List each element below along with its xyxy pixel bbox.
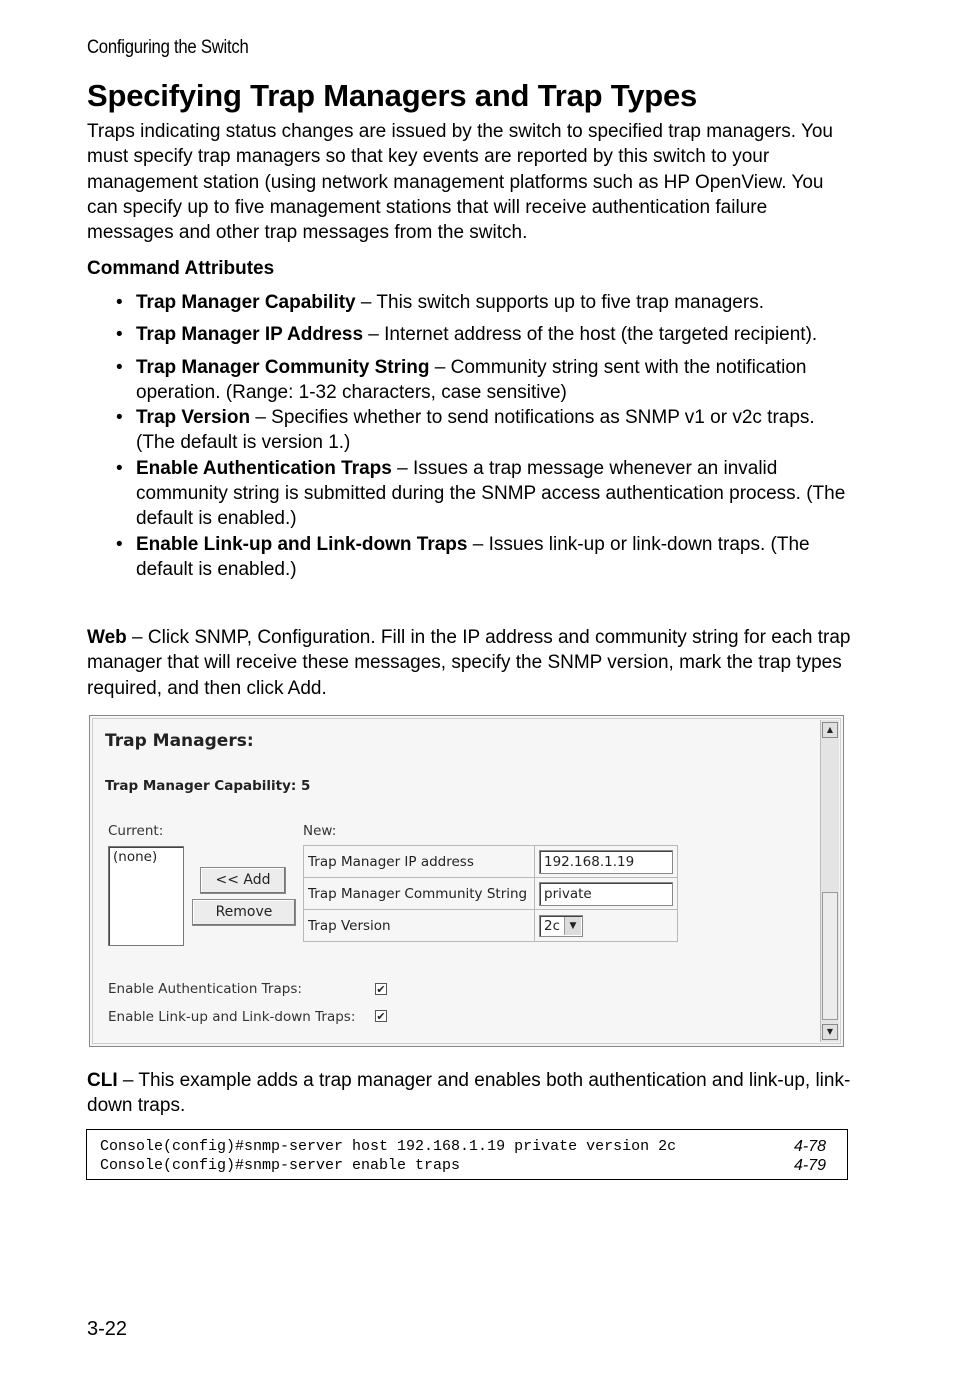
ip-cell: [535, 846, 678, 878]
running-head: Configuring the Switch: [87, 37, 249, 58]
current-label: Current:: [108, 823, 164, 839]
cli-paragraph: [87, 1068, 857, 1119]
ip-row: [304, 846, 678, 878]
attribute-desc: – Community string sent with the notification operation. (Range: 1-32 characters, case sensitive): [136, 356, 807, 403]
attribute-desc: – Issues a trap message whenever an invalid community string is submitted during the SNMP access authentication process. (The default is enabled.): [136, 457, 846, 530]
code-page-ref: 4-79: [794, 1157, 827, 1174]
checkmark-icon: ✔: [376, 1010, 386, 1023]
cli-code-box: [86, 1129, 848, 1180]
web-paragraph: [87, 625, 857, 701]
ip-label: Trap Manager IP address: [304, 846, 535, 878]
scroll-down-icon[interactable]: ▼: [822, 1024, 838, 1040]
current-list-item[interactable]: (none): [113, 849, 158, 865]
attribute-item: • Trap Manager IP Address – Internet address of the host (the targeted recipient).: [116, 324, 818, 346]
trap-version-select[interactable]: [539, 915, 583, 937]
community-string-input[interactable]: private: [539, 882, 673, 906]
panel-title: Trap Managers:: [105, 731, 254, 751]
link-traps-checkbox[interactable]: [375, 1010, 387, 1022]
web-lead: Web: [87, 627, 127, 648]
page-number: 3-22: [87, 1318, 128, 1340]
vertical-scrollbar[interactable]: [820, 720, 839, 1042]
attribute-term: Enable Authentication Traps: [136, 457, 392, 479]
command-attributes-heading: Command Attributes: [87, 258, 275, 279]
version-label: Trap Version: [304, 910, 535, 942]
attribute-term: Trap Version: [136, 407, 251, 429]
attribute-desc: – Specifies whether to send notifications as SNMP v1 or v2c traps. (The default is version 1.): [136, 407, 815, 454]
code-page-ref: 4-78: [794, 1138, 827, 1155]
current-managers-list[interactable]: [108, 846, 184, 946]
chevron-down-icon[interactable]: ▼: [564, 917, 581, 935]
attribute-desc: – Internet address of the host (the targeted recipient).: [363, 324, 818, 346]
code-line: [100, 1137, 847, 1156]
trap-version-value: 2c: [544, 917, 561, 934]
attribute-list: [116, 290, 856, 582]
community-label: Trap Manager Community String: [304, 878, 535, 910]
attribute-item: • Enable Link-up and Link-down Traps – Issues link-up or link-down traps. (The default is enabled.): [116, 533, 810, 580]
attribute-term: Enable Link-up and Link-down Traps: [136, 533, 468, 555]
link-traps-label: Enable Link-up and Link-down Traps:: [108, 1009, 356, 1025]
new-manager-form: [303, 845, 678, 942]
code-line: [100, 1156, 847, 1175]
attribute-term: Trap Manager IP Address: [136, 324, 364, 346]
remove-button[interactable]: Remove: [192, 899, 296, 926]
page-title: Specifying Trap Managers and Trap Types: [87, 78, 698, 113]
attribute-item: • Trap Manager Community String – Community string sent with the notification operation. (Range: 1-32 characters, case sensitive): [116, 356, 807, 403]
scroll-up-icon[interactable]: ▲: [822, 722, 838, 738]
code-command: Console(config)#snmp-server host 192.168.1.19 private version 2c: [100, 1138, 677, 1155]
ip-address-input[interactable]: 192.168.1.19: [539, 850, 673, 874]
attribute-desc: – Issues link-up or link-down traps. (The default is enabled.): [136, 533, 810, 580]
community-cell: [535, 878, 678, 910]
cli-lead: CLI: [87, 1070, 118, 1091]
capability-label: Trap Manager Capability: 5: [105, 778, 311, 794]
new-label: New:: [303, 823, 337, 839]
version-cell: [535, 910, 678, 942]
attribute-term: Trap Manager Community String: [136, 356, 430, 378]
attribute-item: • Trap Manager Capability – This switch supports up to five trap managers.: [116, 292, 764, 313]
cli-text: – This example adds a trap manager and enables both authentication and link-up, link-down traps.: [87, 1070, 851, 1117]
auth-traps-label: Enable Authentication Traps:: [108, 981, 302, 997]
version-row: [304, 910, 678, 942]
scroll-thumb[interactable]: [822, 892, 838, 1020]
code-command: Console(config)#snmp-server enable traps: [100, 1157, 461, 1174]
attribute-item: • Trap Version – Specifies whether to send notifications as SNMP v1 or v2c traps. (The default is version 1.): [116, 407, 815, 454]
intro-paragraph: Traps indicating status changes are issued by the switch to specified trap managers. You must specify trap managers so that key events are reported by this switch to your management station (using network management platforms such as HP OpenView. You can specify up to five management stations that will receive authentication failure messages and other trap messages from the switch.: [87, 121, 834, 244]
attribute-term: Trap Manager Capability: [136, 292, 356, 313]
attribute-desc: – This switch supports up to five trap managers.: [355, 292, 764, 313]
auth-traps-checkbox[interactable]: [375, 983, 387, 995]
trap-managers-panel: [89, 715, 844, 1047]
attribute-item: • Enable Authentication Traps – Issues a trap message whenever an invalid community string is submitted during the SNMP access authentication process. (The default is enabled.): [116, 457, 846, 530]
checkmark-icon: ✔: [376, 983, 386, 996]
add-button[interactable]: << Add: [200, 867, 286, 894]
community-row: [304, 878, 678, 910]
web-text: – Click SNMP, Configuration. Fill in the IP address and community string for each trap manager that will receive these messages, specify the SNMP version, mark the trap types required, and then click Add.: [87, 627, 851, 699]
